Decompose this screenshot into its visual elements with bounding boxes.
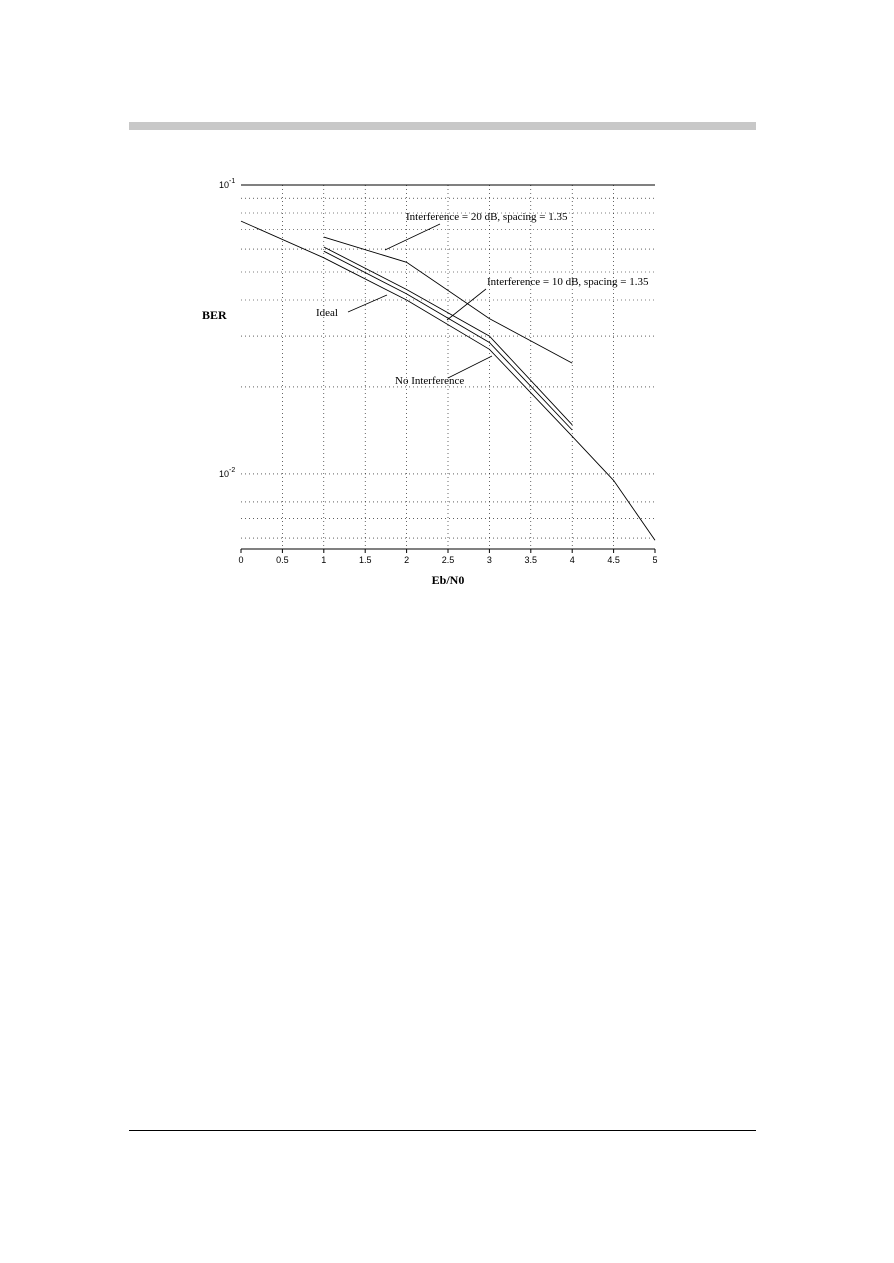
annotation-label: Interference = 10 dB, spacing = 1.35 <box>487 276 649 288</box>
x-tick-label: 3.5 <box>524 555 538 565</box>
axes <box>219 178 658 565</box>
annotations <box>316 211 649 387</box>
x-tick-label: 2.5 <box>441 555 455 565</box>
x-tick-label: 2 <box>404 555 410 565</box>
annotation-label: No Interference <box>395 375 465 387</box>
annotation-label: Ideal <box>316 307 338 319</box>
annotation-leader <box>448 356 492 378</box>
x-tick-label: 4.5 <box>607 555 620 565</box>
x-tick-label: 1 <box>321 555 327 565</box>
ber-chart <box>190 168 670 600</box>
x-tick-label: 5 <box>652 555 658 565</box>
x-tick-label: 0 <box>238 555 244 565</box>
x-tick-label: 3 <box>486 555 492 565</box>
annotation-label: Interference = 20 dB, spacing = 1.35 <box>406 211 568 223</box>
x-tick-label: 4 <box>569 555 575 565</box>
annotation-leader <box>385 224 440 250</box>
annotation-leader <box>348 295 387 312</box>
x-tick-label: 0.5 <box>276 555 289 565</box>
header-rule <box>129 122 756 130</box>
grid <box>241 185 655 549</box>
y-tick-label: $10^{-2}$ <box>219 466 236 479</box>
footer-rule <box>129 1130 756 1131</box>
x-axis-title: Eb/N0 <box>431 573 465 587</box>
x-tick-label: 1.5 <box>358 555 372 565</box>
y-tick-label: $10^{-1}$ <box>219 178 236 190</box>
y-axis-title: BER <box>202 308 227 322</box>
